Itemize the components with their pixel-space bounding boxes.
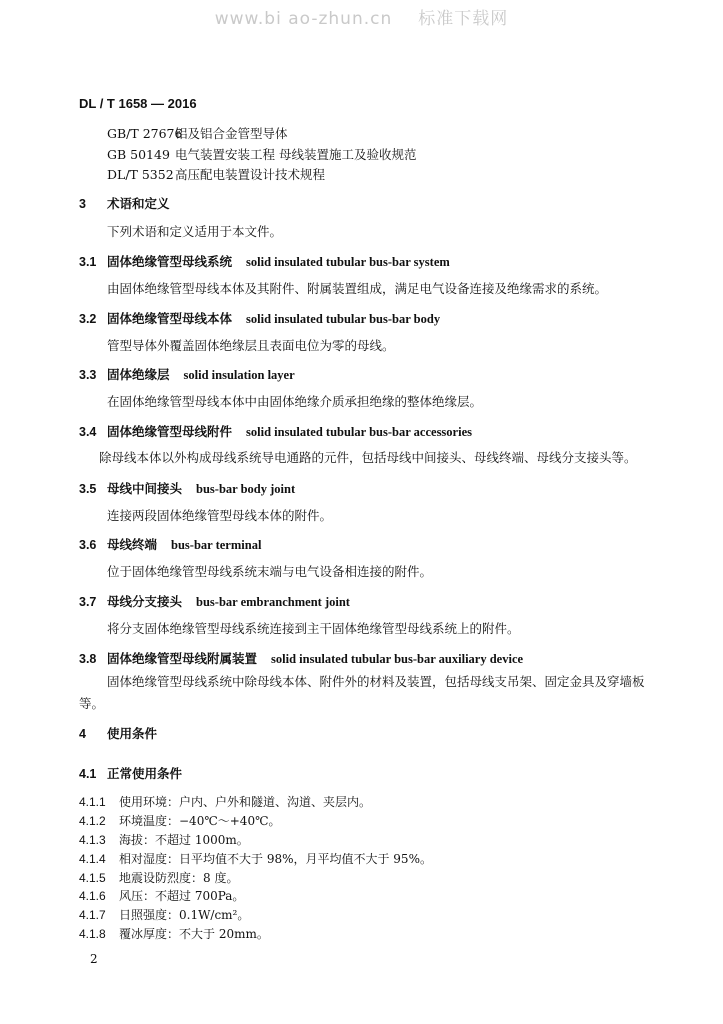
term-en: bus-bar body joint [196,482,296,496]
watermark-url: www.bi ao-zhun.cn [214,9,393,29]
item-text: 覆冰厚度：不大于 20mm。 [119,927,269,941]
term-en: solid insulated tubular bus-bar body [246,312,441,326]
item-number: 4.1.7 [79,908,106,922]
item-number: 4.1.5 [79,871,106,885]
term-number: 3.6 [79,538,97,552]
term-number: 3.7 [79,595,97,609]
term-heading [79,649,523,667]
term-definition: 固体绝缘管型母线系统中除母线本体、附件外的材料及装置，包括母线支吊架、固定金具及穿墙板等。 [79,674,645,711]
section-intro: 下列术语和定义适用于本文件。 [107,224,283,239]
reference-title: 铝及铝合金管型导体 [175,126,288,141]
item-text: 日照强度：0.1W/cm²。 [119,908,250,922]
item-number: 4.1.6 [79,889,106,903]
reference-code: GB/T 27676 [107,126,183,141]
term-number: 3.2 [79,312,97,326]
item-text: 地震设防烈度：8 度。 [119,871,239,885]
term-heading [79,365,295,383]
term-heading [79,252,450,270]
term-zh: 固体绝缘管型母线附件 [107,424,233,439]
item-number: 4.1.3 [79,833,106,847]
term-definition: 管型导体外覆盖固体绝缘层且表面电位为零的母线。 [107,338,395,353]
reference-code: DL/T 5352 [107,167,174,182]
term-zh: 固体绝缘层 [107,367,170,382]
item-number: 4.1.2 [79,814,106,828]
term-en: solid insulated tubular bus-bar system [246,255,450,269]
term-definition: 除母线本体以外构成母线系统导电通路的元件，包括母线中间接头、母线终端、母线分支接头等。 [99,450,637,465]
term-zh: 固体绝缘管型母线本体 [107,311,233,326]
subsection-title: 正常使用条件 [107,766,183,781]
watermark [0,4,723,29]
section-number: 4 [79,727,86,741]
item-number: 4.1.1 [79,795,106,809]
section-heading [79,724,157,742]
term-number: 3.8 [79,652,97,666]
condition-item [79,869,238,886]
item-text: 海拔：不超过 1000m。 [119,833,249,847]
reference-item [107,165,325,183]
term-number: 3.1 [79,255,97,269]
item-number: 4.1.4 [79,852,106,866]
term-definition: 位于固体绝缘管型母线系统末端与电气设备相连接的附件。 [107,564,433,579]
term-en: solid insulation layer [183,368,295,382]
term-en: solid insulated tubular bus-bar auxiliary device [271,652,524,666]
term-heading [79,535,261,553]
term-zh: 母线中间接头 [107,481,183,496]
condition-item [79,887,244,904]
term-definition: 连接两段固体绝缘管型母线本体的附件。 [107,508,333,523]
reference-title: 电气装置安装工程 母线装置施工及验收规范 [175,147,417,162]
term-definition: 在固体绝缘管型母线本体中由固体绝缘介质承担绝缘的整体绝缘层。 [107,394,483,409]
reference-item [107,124,288,142]
term-zh: 母线分支接头 [107,594,183,609]
subsection-heading [79,764,182,782]
condition-item [79,925,269,942]
section-title: 使用条件 [107,726,158,741]
condition-item [79,831,249,848]
term-heading [79,422,472,440]
item-text: 环境温度：−40℃～+40℃。 [119,814,281,828]
item-number: 4.1.8 [79,927,106,941]
term-number: 3.5 [79,482,97,496]
term-heading [79,592,350,610]
term-en: bus-bar terminal [171,538,262,552]
item-text: 使用环境：户内、户外和隧道、沟道、夹层内。 [119,795,372,809]
term-en: solid insulated tubular bus-bar accessories [246,425,472,439]
section-number: 3 [79,197,86,211]
term-zh: 母线终端 [107,537,158,552]
term-zh: 固体绝缘管型母线系统 [107,254,233,269]
term-zh: 固体绝缘管型母线附属装置 [107,651,258,666]
item-text: 相对湿度：日平均值不大于 98%，月平均值不大于 95%。 [119,852,432,866]
condition-item [79,906,249,923]
page-number: 2 [90,952,98,966]
term-heading [79,479,295,497]
condition-item [79,812,281,829]
term-definition: 由固体绝缘管型母线本体及其附件、附属装置组成，满足电气设备连接及绝缘需求的系统。 [107,281,608,296]
reference-item [107,145,416,163]
section-heading [79,194,170,212]
subsection-number: 4.1 [79,767,97,781]
item-text: 风压：不超过 700Pa。 [119,889,245,903]
term-number: 3.3 [79,368,97,382]
condition-item [79,793,371,810]
document-id: DL / T 1658 — 2016 [79,96,197,111]
watermark-site: 标准下载网 [418,9,509,29]
condition-item [79,850,432,867]
term-definition: 将分支固体绝缘管型母线系统连接到主干固体绝缘管型母线系统上的附件。 [107,621,520,636]
term-en: bus-bar embranchment joint [196,595,350,609]
reference-code: GB 50149 [107,147,170,162]
section-title: 术语和定义 [107,196,170,211]
term-heading [79,309,440,327]
term-number: 3.4 [79,425,97,439]
reference-title: 高压配电装置设计技术规程 [175,167,326,182]
